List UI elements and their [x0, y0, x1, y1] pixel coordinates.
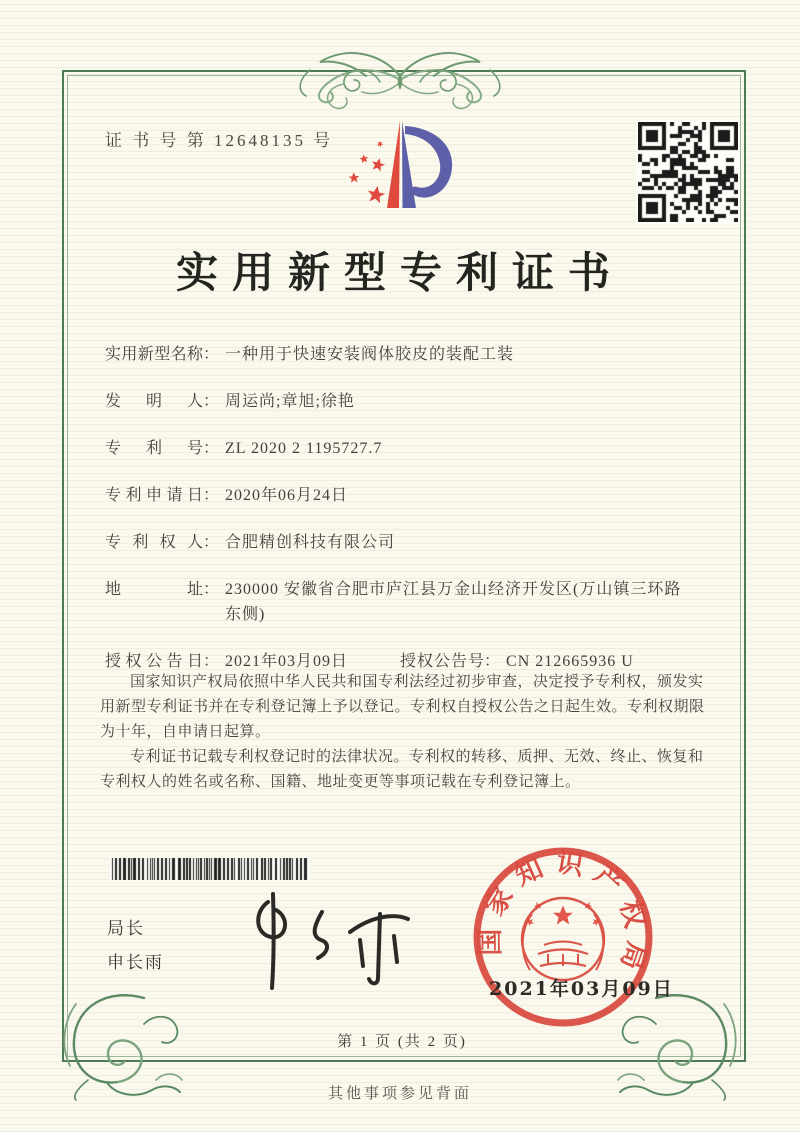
certificate-title: 实用新型专利证书: [175, 251, 624, 297]
page-number: 第 1 页 (共 2 页): [337, 1034, 467, 1050]
grant-date-label: 授权公告日: [105, 653, 203, 670]
director-title: 局长: [107, 919, 145, 938]
field-row: [105, 483, 711, 508]
field-row: [105, 577, 711, 627]
legal-paragraph: 专利证书记载专利权登记时的法律状况。专利权的转移、质押、无效、终止、恢复和专利权人的姓名或名称、国籍、地址变更等事项记载在专利登记簿上。: [100, 749, 704, 790]
field-row: [105, 436, 711, 461]
field-row: [105, 389, 711, 414]
field-label: 专利申请日: [105, 487, 203, 504]
cnipa-logo-icon: [330, 104, 490, 236]
field-colon: ：: [203, 440, 220, 457]
field-value: 230000 安徽省合肥市庐江县万金山经济开发区(万山镇三环路东侧): [225, 581, 682, 623]
grant-date-value: 2021年03月09日: [225, 653, 349, 670]
qr-code-icon: [636, 120, 740, 224]
field-value: 合肥精创科技有限公司: [225, 534, 396, 551]
field-colon: ：: [484, 653, 501, 670]
top-flourish-ornament: [280, 32, 520, 112]
legal-paragraphs: [100, 670, 706, 795]
field-colon: ：: [203, 581, 220, 598]
certificate-number: 证 书 号 第 12648135 号: [105, 131, 334, 150]
barcode-icon: [110, 858, 310, 880]
field-colon: ：: [203, 346, 220, 363]
back-side-note: 其他事项参见背面: [327, 1086, 472, 1102]
field-colon: ：: [203, 393, 220, 410]
certificate-fields: [105, 342, 711, 696]
field-value: ZL 2020 2 1195727.7: [225, 440, 383, 457]
field-label: 地址: [105, 581, 203, 598]
handwritten-signature-icon: [222, 886, 417, 996]
field-row: [105, 530, 711, 555]
field-label: 实用新型名称: [105, 346, 203, 363]
field-row: [105, 342, 711, 367]
field-value: 周运尚;章旭;徐艳: [225, 393, 355, 410]
seal-ring-text: 国家知识产权局: [474, 846, 653, 983]
seal-date: 2021年03月09日: [489, 978, 674, 1000]
field-label: 专利权人: [105, 534, 203, 551]
red-official-seal-icon: [468, 842, 658, 1032]
grant-number-value: CN 212665936 U: [506, 653, 634, 670]
legal-paragraph: 国家知识产权局依照中华人民共和国专利法经过初步审查，决定授予专利权，颁发实用新型专利证书并在专利登记簿上予以登记。专利权自授权公告之日起生效。专利权期限为十年，自申请日起算。: [100, 674, 705, 740]
field-value: 2020年06月24日: [225, 487, 349, 504]
director-name: 申长雨: [107, 953, 164, 972]
field-colon: ：: [203, 534, 220, 551]
field-label: 发明人: [105, 393, 203, 410]
field-value: 一种用于快速安装阀体胶皮的装配工装: [225, 346, 515, 363]
grant-number-label: 授权公告号: [400, 653, 485, 670]
field-colon: ：: [203, 653, 220, 670]
field-label: 专利号: [105, 440, 203, 457]
field-colon: ：: [203, 487, 220, 504]
